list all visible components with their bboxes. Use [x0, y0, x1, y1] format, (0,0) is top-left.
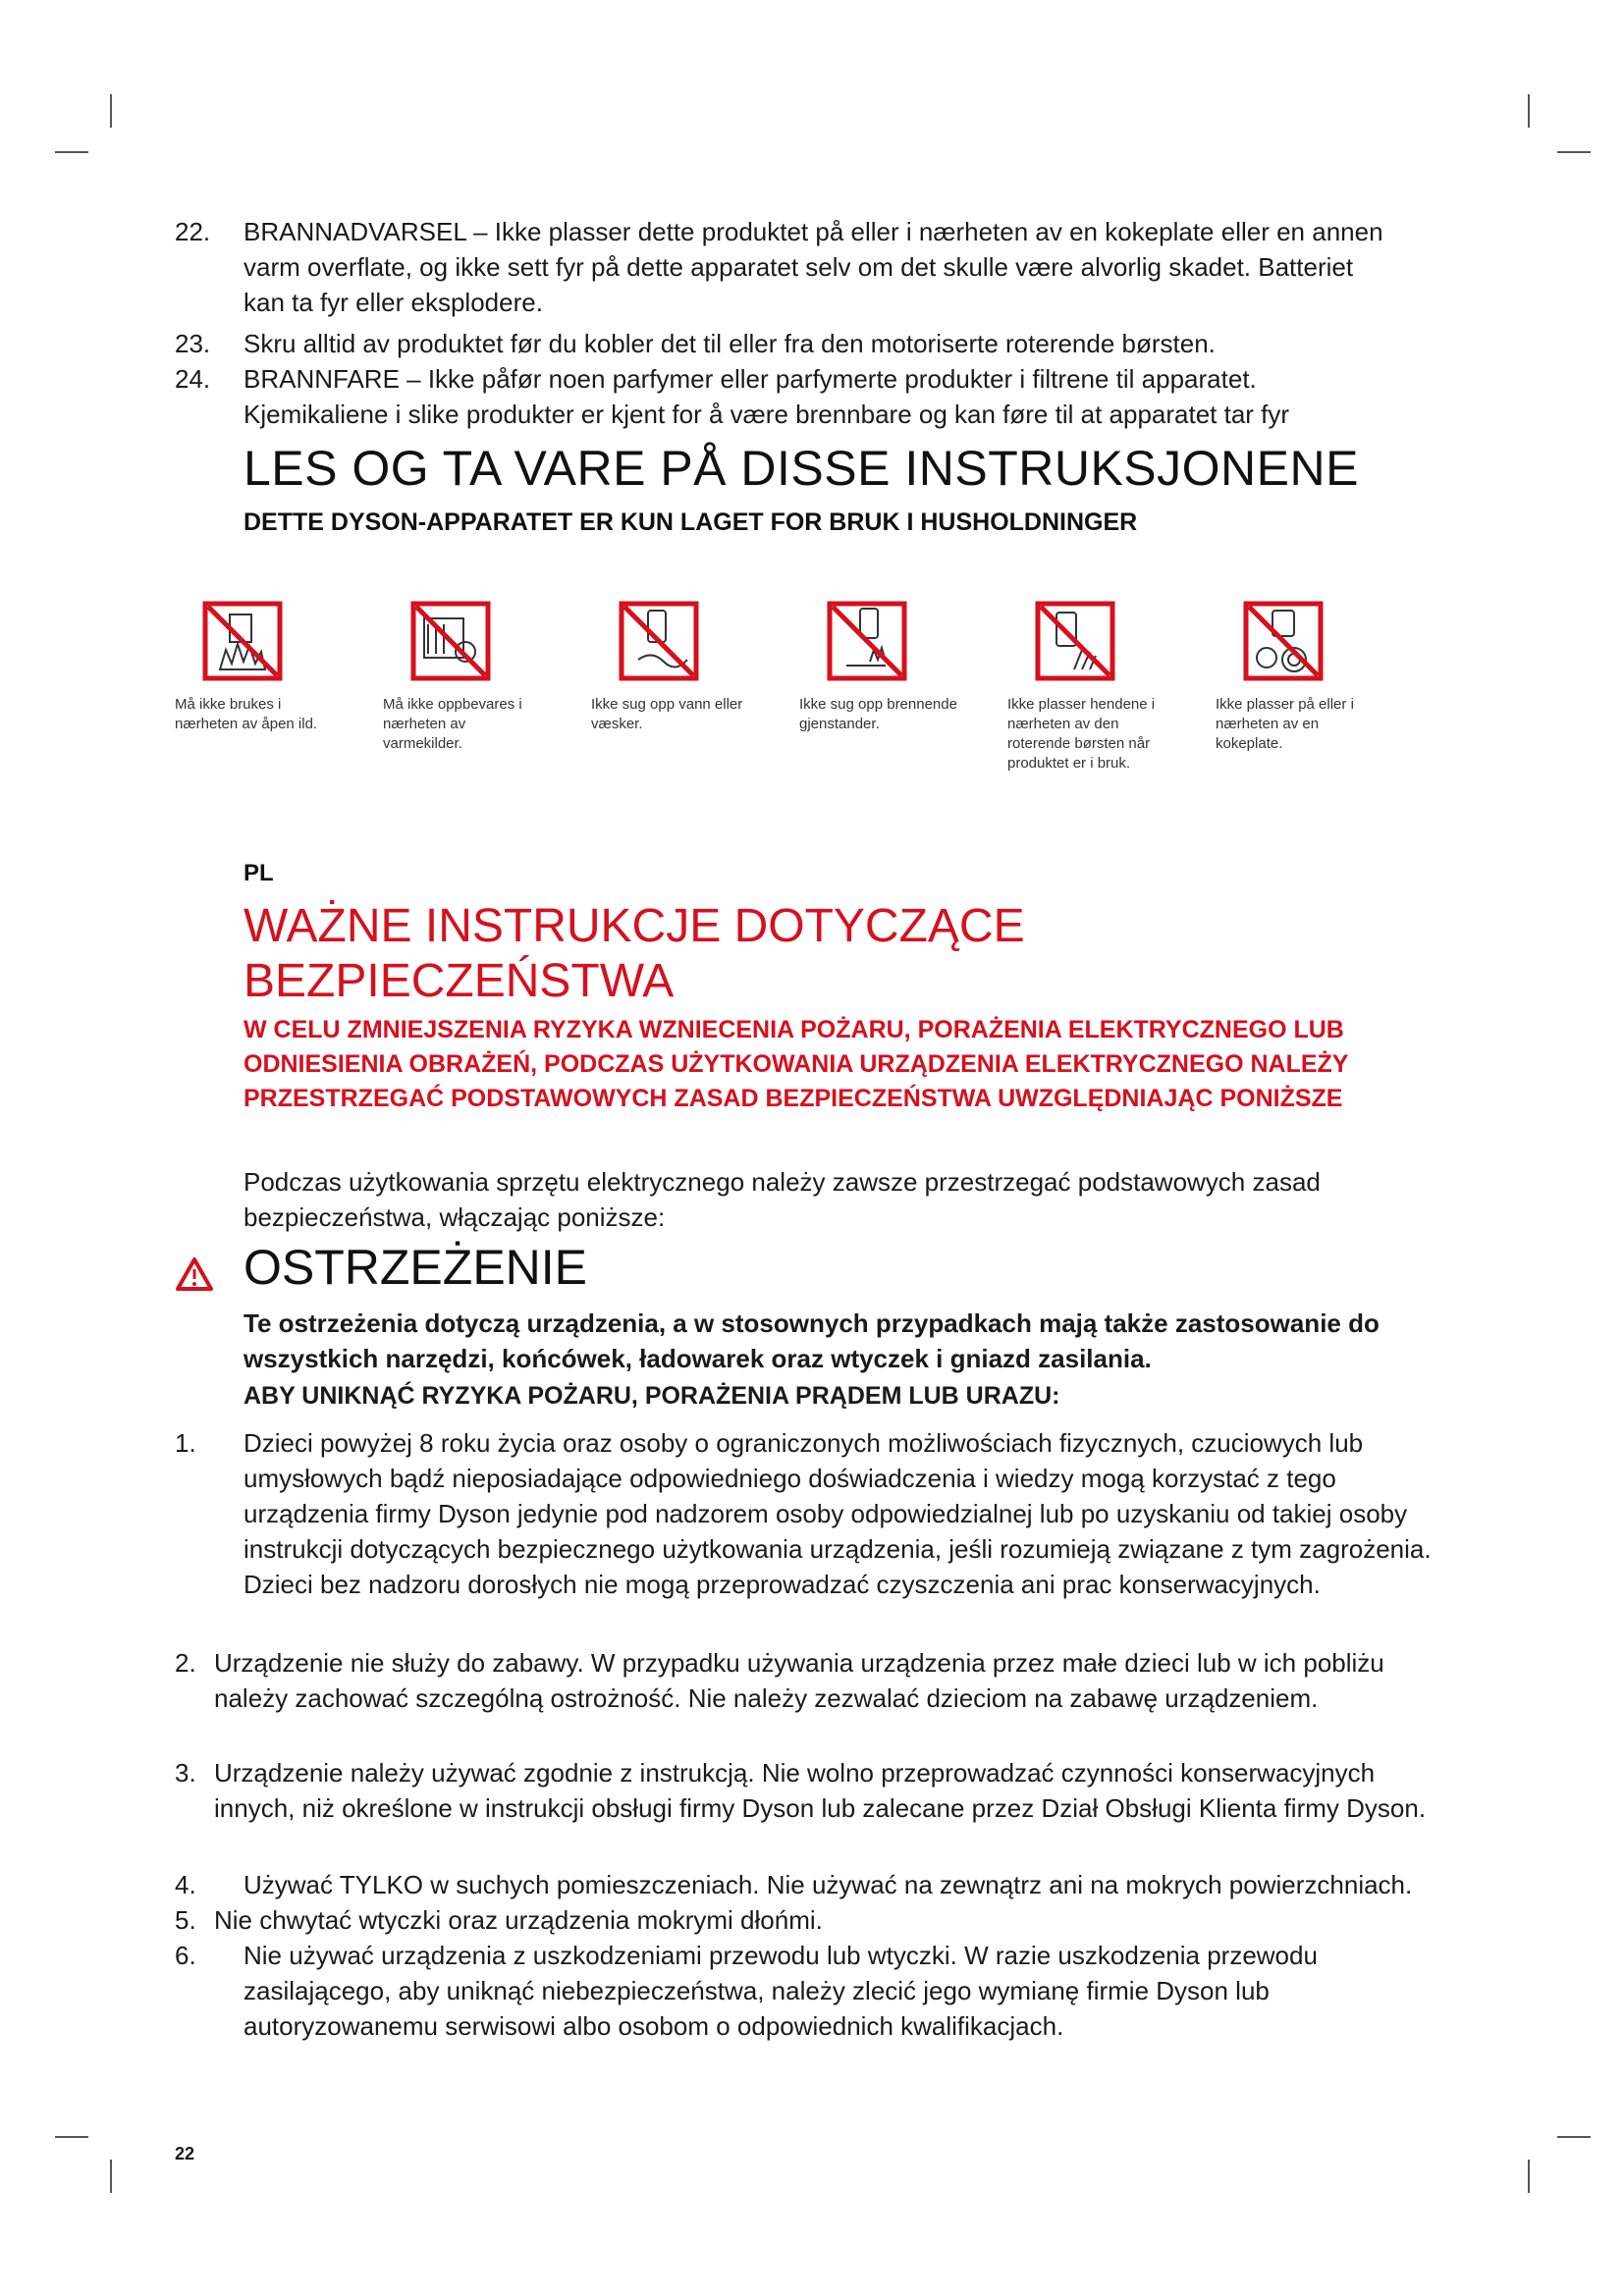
page-number: 22: [175, 2144, 195, 2163]
pl-list-item-1: [175, 1425, 1451, 1602]
pl-list-item-5: [175, 1902, 1451, 1938]
pl-subtitle: W CELU ZMNIEJSZENIA RYZYKA WZNIECENIA POŻARU, PORAŻENIA ELEKTRYCZNEGO LUB ODNIESIENIA OBRAŻEŃ, PODCZAS UŻYTKOWANIA URZĄDZENIA ELEKTRYCZNEGO NALEŻY PRZESTRZEGAĆ PODSTAWOWYCH ZASAD BEZPIECZEŃSTWA UWZGLĘDNIAJĄC PONIŻSZE: [244, 1016, 1349, 1112]
pictogram-caption: Ikke plasser hendene i nærheten av den roterende børsten når produktet er i bruk.: [1007, 696, 1156, 772]
item-text: Nie chwytać wtyczki oraz urządzenia mokrymi dłońmi.: [214, 1905, 823, 1935]
crop-mark: [55, 151, 88, 153]
pl-title: WAŻNE INSTRUKCJE DOTYCZĄCE BEZPIECZEŃSTWA: [244, 900, 1025, 1007]
item-text: Urządzenie nie służy do zabawy. W przypadku używania urządzenia przez małe dzieci lub w ich pobliżu należy zachować szczególną ostrożność. Nie należy zezwalać dzieciom na zabawę urządzeniem.: [214, 1648, 1384, 1713]
no-heat-source-icon: [410, 601, 491, 681]
item-text: Dzieci powyżej 8 roku życia oraz osoby o ograniczonych możliwościach fizycznych, czuciowych lub umysłowych bądź nieposiadające odpowiedniego doświadczenia i wiedzy mogą korzystać z tego urządzenia firmy Dyson jedynie pod nadzorem osoby odpowiedzialnej lub po uzyskaniu od takiej osoby instrukcji dotyczących bezpiecznego użytkowania urządzenia, jeśli rozumieją związane z tym zagrożenia. Dzieci bez nadzoru dorosłych nie mogą przeprowadzać czyszczenia ani prac konserwacyjnych.: [244, 1428, 1432, 1599]
crop-mark: [1528, 94, 1530, 128]
crop-mark: [55, 2136, 88, 2138]
warning-triangle-icon: [175, 1256, 214, 1292]
crop-mark: [1557, 151, 1591, 153]
warning-text: Te ostrzeżenia dotyczą urządzenia, a w stosownych przypadkach mają także zastosowanie do wszystkich narzędzi, końcówek, ładowarek oraz wtyczek i gniazd zasilania.: [244, 1308, 1380, 1373]
no-hands-near-brush-icon: [1035, 601, 1115, 681]
language-code: PL: [244, 860, 274, 886]
item-number: 23.: [175, 329, 211, 358]
pictogram-caption: Må ikke oppbevares i nærheten av varmekilder.: [383, 696, 522, 752]
no-water-icon: [619, 601, 699, 681]
warning-title: OSTRZEŻENIE: [244, 1240, 588, 1295]
item-text: Nie używać urządzenia z uszkodzeniami przewodu lub wtyczki. W razie uszkodzenia przewodu zasilającego, aby uniknąć niebezpieczeństwa, należy zlecić jego wymianę firmie Dyson lub autoryzowanemu serwisowi albo osobom o odpowiednich kwalifikacjach.: [244, 1941, 1318, 2041]
pl-list-item-6: [175, 1938, 1441, 2044]
no-list-item-24: [175, 361, 1392, 432]
avoid-heading: ABY UNIKNĄĆ RYZYKA POŻARU, PORAŻENIA PRĄDEM LUB URAZU:: [244, 1382, 1060, 1410]
pictogram-caption: Ikke sug opp brennende gjenstander.: [799, 696, 957, 732]
crop-mark: [1557, 2136, 1591, 2138]
item-number: 6.: [175, 1941, 196, 1970]
no-subheading: DETTE DYSON-APPARATET ER KUN LAGET FOR BRUK I HUSHOLDNINGER: [244, 508, 1138, 536]
pictogram: [591, 601, 753, 734]
pl-list-item-2: [175, 1645, 1422, 1716]
crop-mark: [110, 94, 112, 128]
pl-list-item-4: [175, 1867, 1471, 1902]
pictogram-caption: Må ikke brukes i nærheten av åpen ild.: [175, 696, 318, 732]
item-text: Skru alltid av produktet før du kobler det til eller fra den motoriserte roterende børsten.: [244, 329, 1216, 358]
item-text: BRANNADVARSEL – Ikke plasser dette produktet på eller i nærheten av en kokeplate eller en annen varm overflate, og ikke sett fyr på dette apparatet selv om det skulle være alvorlig skadet. Batteriet kan ta fyr eller eksplodere.: [244, 217, 1383, 317]
crop-mark: [1528, 2160, 1530, 2193]
crop-mark: [110, 2160, 112, 2193]
item-number: 3.: [175, 1758, 196, 1788]
pictogram-caption: Ikke plasser på eller i nærheten av en kokeplate.: [1216, 696, 1354, 752]
item-number: 2.: [175, 1648, 196, 1678]
pictogram: [1216, 601, 1378, 754]
no-heading: LES OG TA VARE PÅ DISSE INSTRUKSJONENE: [244, 441, 1359, 496]
pictogram: [799, 601, 961, 734]
no-open-flame-icon: [202, 601, 283, 681]
no-cooker-icon: [1243, 601, 1324, 681]
item-text: Używać TYLKO w suchych pomieszczeniach. Nie używać na zewnątrz ani na mokrych powierzchniach.: [244, 1870, 1413, 1899]
item-number: 1.: [175, 1428, 196, 1458]
item-text: BRANNFARE – Ikke påfør noen parfymer eller parfymerte produkter i filtrene til apparatet. Kjemikaliene i slike produkter er kjent for å være brennbare og kan føre til at apparatet tar fyr: [244, 364, 1290, 429]
pictogram: [175, 601, 337, 734]
no-list-item-23: [175, 326, 1392, 361]
pl-list-item-3: [175, 1755, 1451, 1826]
no-burning-objects-icon: [827, 601, 907, 681]
item-number: 4.: [175, 1870, 196, 1899]
pictogram: [1007, 601, 1169, 774]
no-list-item-22: [175, 214, 1392, 320]
item-number: 5.: [175, 1905, 196, 1935]
pl-intro: Podczas użytkowania sprzętu elektrycznego należy zawsze przestrzegać podstawowych zasad bezpieczeństwa, włączając poniższe:: [244, 1167, 1321, 1232]
pictogram: [383, 601, 545, 754]
item-number: 22.: [175, 217, 211, 246]
pictogram-caption: Ikke sug opp vann eller væsker.: [591, 696, 743, 732]
item-number: 24.: [175, 364, 211, 394]
item-text: Urządzenie należy używać zgodnie z instrukcją. Nie wolno przeprowadzać czynności konserwacyjnych innych, niż określone w instrukcji obsługi firmy Dyson lub zalecane przez Dział Obsługi Klienta firmy Dyson.: [214, 1758, 1427, 1823]
